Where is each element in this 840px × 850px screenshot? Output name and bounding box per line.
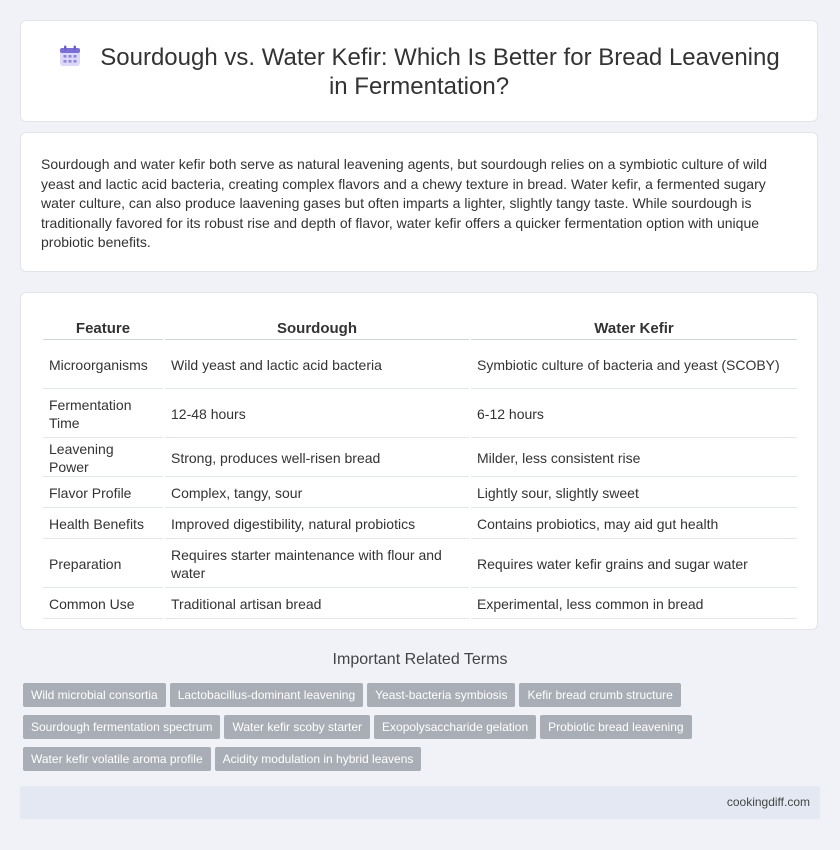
related-terms-tags	[23, 683, 723, 779]
sourdough-cell: Strong, produces well-risen bread	[165, 440, 469, 477]
tag-lactobacillus-dominant-leavening[interactable]: Lactobacillus-dominant leavening	[170, 683, 363, 707]
table-row	[43, 479, 797, 508]
tag-kefir-bread-crumb-structure[interactable]: Kefir bread crumb structure	[519, 683, 680, 707]
feature-cell: Common Use	[43, 590, 163, 619]
table-row	[43, 391, 797, 438]
header-feature: Feature	[43, 319, 163, 340]
header-sourdough: Sourdough	[165, 319, 469, 340]
tag-exopolysaccharide-gelation[interactable]: Exopolysaccharide gelation	[374, 715, 536, 739]
page-title: Sourdough vs. Water Kefir: Which Is Better for Bread Leavening in Fermentation?	[100, 44, 780, 100]
related-terms-title: Important Related Terms	[332, 651, 508, 668]
water-kefir-cell: 6-12 hours	[471, 391, 797, 438]
intro-card	[20, 132, 818, 272]
calendar-icon	[58, 44, 82, 68]
water-kefir-cell: Symbiotic culture of bacteria and yeast (SCOBY)	[471, 342, 797, 389]
tag-wild-microbial-consortia[interactable]: Wild microbial consortia	[23, 683, 166, 707]
comparison-card	[20, 292, 818, 630]
sourdough-cell: 12-48 hours	[165, 391, 469, 438]
water-kefir-cell: Experimental, less common in bread	[471, 590, 797, 619]
feature-cell: Health Benefits	[43, 510, 163, 539]
table-row	[43, 541, 797, 588]
page-title-wrap	[21, 43, 817, 101]
table-row	[43, 590, 797, 619]
footer	[20, 786, 820, 819]
sourdough-cell: Wild yeast and lactic acid bacteria	[165, 342, 469, 389]
water-kefir-cell: Lightly sour, slightly sweet	[471, 479, 797, 508]
tag-sourdough-fermentation-spectrum[interactable]: Sourdough fermentation spectrum	[23, 715, 220, 739]
tag-water-kefir-volatile-aroma-profile[interactable]: Water kefir volatile aroma profile	[23, 747, 211, 771]
water-kefir-cell: Milder, less consistent rise	[471, 440, 797, 477]
feature-cell: Microorganisms	[43, 342, 163, 389]
water-kefir-cell: Contains probiotics, may aid gut health	[471, 510, 797, 539]
tag-water-kefir-scoby-starter[interactable]: Water kefir scoby starter	[224, 715, 370, 739]
sourdough-cell: Requires starter maintenance with flour and water	[165, 541, 469, 588]
footer-site[interactable]: cookingdiff.com	[726, 795, 810, 809]
tag-acidity-modulation-in-hybrid-leavens[interactable]: Acidity modulation in hybrid leavens	[215, 747, 422, 771]
sourdough-cell: Complex, tangy, sour	[165, 479, 469, 508]
table-header-row	[43, 319, 797, 340]
feature-cell: Flavor Profile	[43, 479, 163, 508]
feature-cell: Leavening Power	[43, 440, 163, 477]
comparison-table	[41, 317, 799, 621]
header-water-kefir: Water Kefir	[471, 319, 797, 340]
intro-paragraph: Sourdough and water kefir both serve as natural leavening agents, but sourdough relies on a symbiotic culture of wild yeast and lactic acid bacteria, creating complex flavors and a chewy texture in bread. Water kefir, a fermented sugary water culture, can also produce laavening gases but often imparts a lighter, slightly tangy taste. While sourdough is traditionally favored for its robust rise and depth of flavor, water kefir offers a quicker fermentation option with unique probiotic benefits.	[41, 156, 768, 250]
sourdough-cell: Traditional artisan bread	[165, 590, 469, 619]
table-row	[43, 342, 797, 389]
table-row	[43, 440, 797, 477]
feature-cell: Fermentation Time	[43, 391, 163, 438]
sourdough-cell: Improved digestibility, natural probiotics	[165, 510, 469, 539]
tag-probiotic-bread-leavening[interactable]: Probiotic bread leavening	[540, 715, 691, 739]
water-kefir-cell: Requires water kefir grains and sugar water	[471, 541, 797, 588]
feature-cell: Preparation	[43, 541, 163, 588]
table-row	[43, 510, 797, 539]
tag-yeast-bacteria-symbiosis[interactable]: Yeast-bacteria symbiosis	[367, 683, 515, 707]
header-card	[20, 20, 818, 122]
